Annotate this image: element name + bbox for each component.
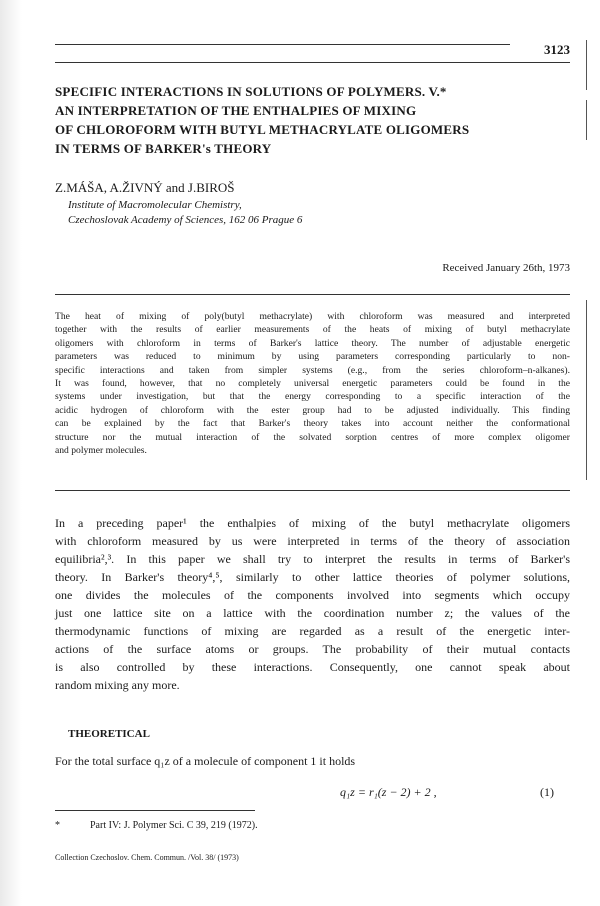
right-margin-rule-2 (586, 100, 587, 140)
equation: q₁z = r₁(z − 2) + 2 , (340, 785, 437, 799)
abstract-line: together with the results of earlier measurements of the heats of mixing of butyl methacrylate (55, 324, 570, 336)
received-date: Received January 26th, 1973 (442, 262, 570, 274)
body-line: with chloroform measured by us were interpreted in terms of the theory of association (55, 534, 570, 548)
authors: Z.MÁŠA, A.ŽIVNÝ and J.BIROŠ (55, 180, 235, 195)
journal-footer: Collection Czechoslov. Chem. Commun. /Vol. 38/ (1973) (55, 853, 239, 862)
body-paragraph (55, 514, 570, 694)
body-line: equilibria²,³. In this paper we shall try to interpret the results in terms of Barker's (55, 552, 570, 566)
abstract-line: can be explained by the fact that Barker's theory takes into account neither the conformational (55, 418, 570, 430)
abstract-line: structure nor the mutual interaction of the solvated sorption centres of more complex oligomer (55, 431, 570, 443)
body-line: one divides the molecules of the components involved into segments which occupy (55, 588, 570, 602)
title-line: AN INTERPRETATION OF THE ENTHALPIES OF MIXING (55, 103, 417, 118)
abstract-bottom-rule (55, 490, 570, 491)
section-heading: THEORETICAL (68, 728, 150, 740)
footnote (55, 820, 555, 831)
title-line: IN TERMS OF BARKER's THEORY (55, 141, 272, 156)
abstract-top-rule (55, 294, 570, 295)
abstract-line: specific interactions and taken from simpler systems (e.g., from the series chloroform–n-alkanes). (55, 364, 570, 376)
abstract-line: systems under investigation, but that the energy corresponding to a specific interaction of the (55, 391, 570, 403)
body-line: theory. In Barker's theory⁴,⁵, similarly to other lattice theories of polymer solutions, (55, 570, 570, 584)
abstract-line: and polymer molecules. (55, 445, 147, 457)
abstract-line: parameters was reduced to minimum by using parameters corresponding particularly to non- (55, 351, 570, 363)
right-margin-rule (586, 40, 587, 90)
abstract-line: acidic hydrogen of chloroform with the ester group had to be adjusted individually. This finding (55, 404, 570, 416)
abstract-line: The heat of mixing of poly(butyl methacrylate) with chloroform was measured and interpreted (55, 311, 570, 322)
footnote-text: Part IV: J. Polymer Sci. C 39, 219 (1972). (90, 820, 258, 831)
body-line: thermodynamic functions of mixing are regarded as a result of the energetic inter- (55, 624, 570, 638)
header-rule (55, 44, 510, 45)
body-line: is also controlled by these interactions. Consequently, one cannot speak about (55, 660, 570, 674)
footnote-rule (55, 810, 255, 811)
abstract (55, 310, 570, 457)
equation-number: (1) (540, 785, 554, 799)
body-line: random mixing any more. (55, 678, 180, 692)
article-title (55, 82, 565, 158)
footnote-marker: * (55, 820, 60, 831)
abstract-line: oligomers with chloroform in terms of Barker's lattice theory. The number of adjustable energetic (55, 337, 570, 349)
right-margin-rule-3 (586, 300, 587, 480)
body-line: actions of the surface atoms or groups. The probability of their mutual contacts (55, 642, 570, 656)
scan-edge (0, 0, 22, 906)
section-intro: For the total surface q₁z of a molecule of component 1 it holds (55, 754, 356, 768)
affiliation-line-2: Czechoslovak Academy of Sciences, 162 06 Prague 6 (68, 214, 303, 226)
title-line: OF CHLOROFORM WITH BUTYL METHACRYLATE OLIGOMERS (55, 122, 470, 137)
header-rule-bottom (55, 62, 570, 63)
abstract-line: It was found, however, that no completely universal energetic parameters could be found in the (55, 378, 570, 390)
affiliation-line-1: Institute of Macromolecular Chemistry, (68, 199, 242, 211)
page-number: 3123 (544, 42, 570, 57)
body-line: just one lattice site on a lattice with the coordination number z; the values of the (55, 606, 570, 620)
body-line: In a preceding paper¹ the enthalpies of mixing of the butyl methacrylate oligomers (55, 516, 570, 530)
title-line: SPECIFIC INTERACTIONS IN SOLUTIONS OF POLYMERS. V.* (55, 84, 447, 99)
